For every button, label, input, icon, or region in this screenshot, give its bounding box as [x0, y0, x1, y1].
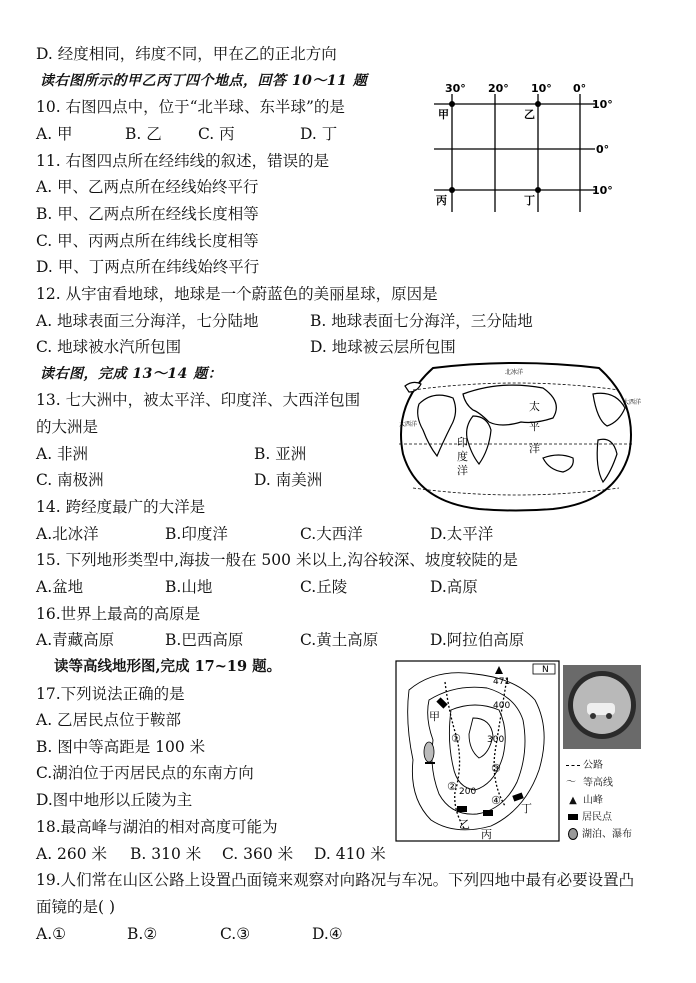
ocean-indian-3: 洋 [457, 464, 468, 477]
lon-label-30: 30° [445, 82, 466, 95]
q12-option-c: C. 地球被水汽所包围 [36, 338, 182, 356]
legend-contour: ～ 等高线 [566, 777, 613, 789]
q13-option-c: C. 南极洲 [36, 471, 104, 489]
settlement-icon [568, 814, 578, 820]
lat-label-10n: 10° [592, 98, 613, 111]
q13-option-a: A. 非洲 [36, 445, 89, 463]
settlement-bing: 丙 [481, 828, 492, 841]
q14-option-c: C.大西洋 [300, 525, 363, 543]
q17-option-d: D.图中地形以丘陵为主 [36, 791, 193, 809]
q11-option-b: B. 甲、乙两点所在经线长度相等 [36, 205, 259, 223]
q19-option-d: D.④ [312, 925, 343, 943]
q17-stem: 17.下列说法正确的是 [36, 685, 185, 703]
legend-peak: ▲ 山峰 [566, 792, 646, 809]
ocean-atlantic-west: 大西洋 [399, 421, 418, 428]
world-map-figure [393, 364, 642, 512]
q16-stem: 16.世界上最高的高原是 [36, 605, 201, 623]
q15-option-b: B.山地 [165, 578, 213, 596]
q15-option-a: A.盆地 [36, 578, 84, 596]
q18-option-b: B. 310 米 [130, 845, 202, 863]
marker-3: ③ [491, 762, 501, 775]
q10-option-a: A. 甲 [36, 125, 73, 143]
q12-option-b: B. 地球表面七分海洋，三分陆地 [310, 312, 533, 330]
lon-label-0: 0° [573, 82, 587, 95]
q19-option-c: C.③ [220, 925, 251, 943]
legend-settlement: 居民点 [566, 809, 646, 826]
ocean-pacific-3: 洋 [529, 442, 540, 455]
q11-option-a: A. 甲、乙两点所在经线始终平行 [36, 178, 259, 196]
q18-stem: 18.最高峰与湖泊的相对高度可能为 [36, 818, 278, 836]
settlement-jia: 甲 [429, 710, 440, 723]
peak-elevation: 471 [493, 677, 511, 687]
contour-300: 300 [487, 735, 505, 745]
instruction-10-11: 读右图所示的甲乙丙丁四个地点，回答 10～11 题 [40, 73, 368, 89]
q17-option-c: C.湖泊位于丙居民点的东南方向 [36, 764, 254, 782]
contour-map-figure [395, 660, 560, 842]
lake-icon [568, 828, 578, 840]
ocean-indian-2: 度 [457, 450, 468, 463]
q16-option-c: C.黄土高原 [300, 631, 379, 649]
marker-2: ② [447, 780, 457, 793]
point-label-bing: 丙 [436, 194, 447, 207]
contour-400: 400 [493, 701, 511, 711]
q10-option-d: D. 丁 [300, 125, 338, 143]
settlement-ding: 丁 [521, 802, 532, 815]
q19-option-a: A.① [36, 925, 67, 943]
q11-option-d: D. 甲、丁两点所在纬线始终平行 [36, 258, 260, 276]
q14-option-b: B.印度洋 [165, 525, 228, 543]
q10-option-c: C. 丙 [198, 125, 235, 143]
q18-option-a: A. 260 米 [36, 845, 108, 863]
q19-stem-line1: 19.人们常在山区公路上设置凸面镜来观察对向路况与车况。下列四地中最有必要设置凸 [36, 871, 635, 889]
q15-option-d: D.高原 [430, 578, 478, 596]
instruction-13-14: 读右图，完成 13～14 题： [40, 366, 223, 382]
point-label-yi: 乙 [524, 108, 535, 121]
lat-lon-grid-figure [420, 80, 620, 220]
settlement-yi: 乙 [459, 818, 470, 831]
north-arrow-label: N [542, 665, 549, 675]
q19-option-b: B.② [127, 925, 158, 943]
q16-option-a: A.青藏高原 [36, 631, 115, 649]
q9-option-d: D. 经度相同，纬度不同，甲在乙的正北方向 [36, 45, 337, 63]
ocean-pacific-1: 太 [529, 400, 540, 413]
q14-option-a: A.北冰洋 [36, 525, 99, 543]
q13-option-b: B. 亚洲 [254, 445, 307, 463]
lat-label-10s: 10° [592, 184, 613, 197]
legend-lake: 湖泊、瀑布 [566, 826, 646, 843]
q13-stem-line1: 13. 七大洲中，被太平洋、印度洋、大西洋包围 [36, 391, 361, 409]
contour-200: 200 [459, 787, 477, 797]
lon-label-20: 20° [488, 82, 509, 95]
q11-option-c: C. 甲、丙两点所在纬线长度相等 [36, 232, 259, 250]
convex-mirror-photo [563, 665, 641, 749]
lat-label-0: 0° [596, 143, 610, 156]
q10-stem: 10. 右图四点中，位于“北半球、东半球”的是 [36, 98, 345, 116]
q17-option-a: A. 乙居民点位于鞍部 [36, 711, 182, 729]
q11-stem: 11. 右图四点所在经纬线的叙述，错误的是 [36, 152, 330, 170]
q19-stem-line2: 面镜的是( ) [36, 898, 116, 916]
q15-option-c: C.丘陵 [300, 578, 348, 596]
q12-stem: 12. 从宇宙看地球，地球是一个蔚蓝色的美丽星球，原因是 [36, 285, 438, 303]
q14-stem: 14. 跨经度最广的大洋是 [36, 498, 206, 516]
marker-1: ① [451, 732, 461, 745]
ocean-indian-1: 印 [457, 436, 468, 449]
q14-option-d: D.太平洋 [430, 525, 494, 543]
lon-label-10: 10° [531, 82, 552, 95]
q16-option-d: D.阿拉伯高原 [430, 631, 525, 649]
q10-option-b: B. 乙 [125, 125, 162, 143]
q12-option-a: A. 地球表面三分海洋，七分陆地 [36, 312, 259, 330]
instruction-17-19: 读等高线地形图,完成 17~19 题。 [54, 658, 282, 675]
ocean-pacific-2: 平 [529, 420, 540, 433]
q16-option-b: B.巴西高原 [165, 631, 244, 649]
contour-map-legend [566, 757, 646, 843]
q13-stem-line2: 的大洲是 [36, 418, 99, 436]
marker-4: ④ [491, 794, 501, 807]
point-label-jia: 甲 [438, 108, 449, 121]
ocean-arctic: 北冰洋 [505, 369, 524, 376]
q12-option-d: D. 地球被云层所包围 [310, 338, 456, 356]
q13-option-d: D. 南美洲 [254, 471, 323, 489]
ocean-atlantic-east: 大西洋 [623, 399, 642, 406]
q17-option-b: B. 图中等高距是 100 米 [36, 738, 206, 756]
point-label-ding: 丁 [524, 194, 535, 207]
legend-road: 公路 [566, 757, 646, 774]
q18-option-c: C. 360 米 [222, 845, 294, 863]
q18-option-d: D. 410 米 [314, 845, 386, 863]
peak-icon: ▲ [569, 794, 577, 806]
q15-stem: 15. 下列地形类型中,海拔一般在 500 米以上,沟谷较深、坡度较陡的是 [36, 551, 518, 569]
